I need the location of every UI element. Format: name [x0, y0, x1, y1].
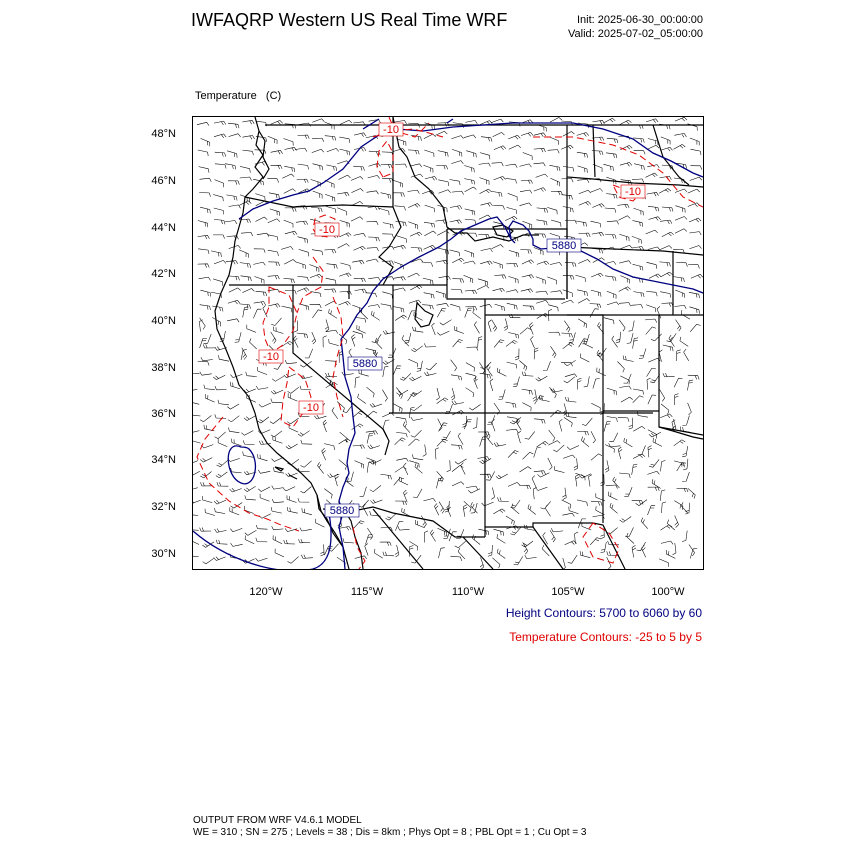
lat-tick: 34°N	[151, 454, 176, 466]
lat-tick: 44°N	[151, 222, 176, 234]
height-label-text: 5880	[352, 358, 378, 370]
lat-tick: 30°N	[151, 548, 176, 560]
height-contour-low	[228, 446, 255, 484]
lon-tick: 105°W	[551, 586, 585, 598]
height-label	[325, 504, 359, 517]
map-title: IWFAQRP Western US Real Time WRF	[191, 10, 508, 30]
temperature-label-text: -10	[303, 402, 319, 414]
contour-labels	[259, 123, 645, 517]
lon-tick: 120°W	[249, 586, 283, 598]
model-version: OUTPUT FROM WRF V4.6.1 MODEL	[193, 815, 362, 826]
run-times	[568, 13, 703, 41]
temperature-contour-legend: Temperature Contours: -25 to 5 by 5	[509, 630, 702, 644]
height-contour-legend: Height Contours: 5700 to 6060 by 60	[505, 606, 702, 620]
temperature-label	[299, 401, 323, 414]
temperature-label-text: -10	[263, 351, 279, 363]
lat-tick: 48°N	[151, 128, 176, 140]
height-label-text: 5880	[551, 240, 577, 252]
temperature-label-text: -10	[625, 186, 641, 198]
temperature-label-text: -10	[383, 124, 399, 136]
height-label	[547, 239, 581, 252]
height-label	[348, 357, 382, 370]
model-footer	[193, 815, 586, 839]
lat-tick: 38°N	[151, 362, 176, 374]
lat-tick: 42°N	[151, 268, 176, 280]
temperature-label	[259, 350, 283, 363]
model-config: WE = 310 ; SN = 275 ; Levels = 38 ; Dis = 8km ; Phys Opt = 8 ; PBL Opt = 1 ; Cu Opt = 3	[193, 827, 587, 838]
height-label-text: 5880	[329, 505, 355, 517]
lat-tick: 36°N	[151, 408, 176, 420]
temperature-contour	[281, 367, 311, 427]
map-canvas	[193, 117, 703, 569]
valid-time: Valid: 2025-07-02_05:00:00	[568, 28, 703, 40]
height-contour-coastal	[193, 513, 331, 569]
height-contour-5880-middle	[341, 217, 515, 339]
temperature-label-text: -10	[319, 224, 335, 236]
temperature-contour	[197, 417, 299, 531]
lat-tick: 32°N	[151, 501, 176, 513]
temperature-label	[315, 223, 339, 236]
lat-tick: 46°N	[151, 175, 176, 187]
temperature-contour	[377, 141, 393, 177]
lon-tick: 100°W	[651, 586, 685, 598]
init-time: Init: 2025-06-30_00:00:00	[577, 14, 703, 26]
temperature-label	[379, 123, 403, 136]
temperature-label	[621, 185, 645, 198]
lat-tick: 40°N	[151, 315, 176, 327]
weather-map	[192, 116, 704, 570]
lon-tick: 110°W	[451, 586, 485, 598]
temperature-contour	[533, 137, 703, 207]
field-temperature: Temperature (C)	[195, 90, 282, 102]
temperature-contour	[333, 297, 343, 417]
lon-tick: 115°W	[350, 586, 384, 598]
